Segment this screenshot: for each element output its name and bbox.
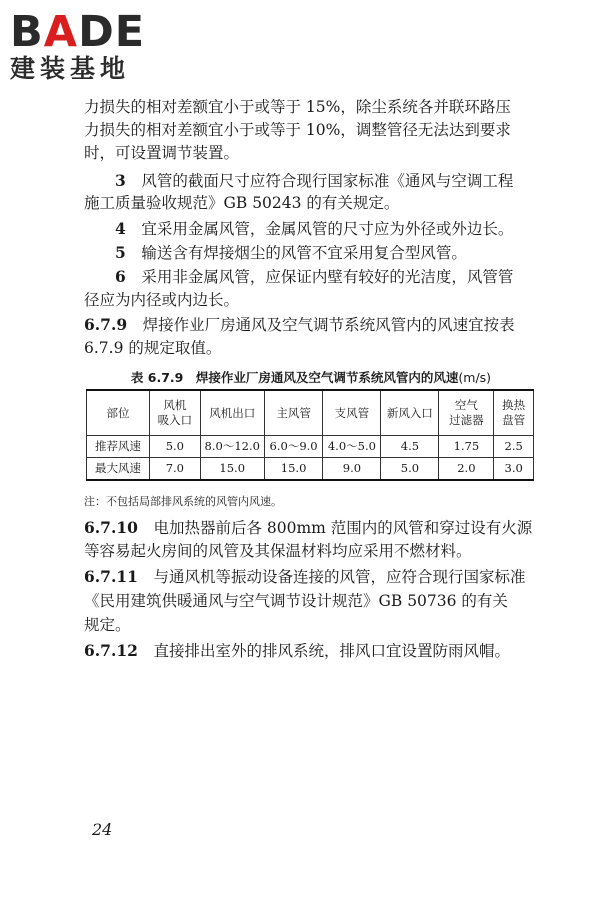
section-text: 电加热器前后各 800mm 范围内的风管和穿过设有火源 — [153, 519, 533, 537]
clause-item-3 — [84, 170, 565, 193]
item-number: 3 — [115, 171, 126, 190]
section-6-7-9 — [84, 314, 534, 337]
table-cell: 15.0 — [264, 458, 323, 481]
section-number: 6.7.12 — [84, 641, 138, 660]
row-label-cell: 最大风速 — [87, 458, 150, 481]
section-6-7-12 — [84, 640, 534, 663]
section-6-7-11 — [84, 566, 534, 589]
item-text: 采用非金属风管，应保证内壁有较好的光洁度，风管管 — [141, 268, 514, 286]
paragraph-line: 6.7.9 的规定取值。 — [84, 339, 222, 357]
paragraph-line: 时，可设置调节装置。 — [84, 144, 240, 162]
paragraph-line: 力损失的相对差额宜小于或等于 10%，调整管径无法达到要求 — [84, 121, 511, 139]
header-cell: 主风管 — [264, 390, 323, 436]
header-cell: 部位 — [87, 390, 150, 436]
clause-item-6 — [84, 266, 565, 289]
table-cell: 2.0 — [439, 458, 494, 481]
table-cell: 1.75 — [439, 436, 494, 458]
header-cell: 风机 吸入口 — [150, 390, 201, 436]
item-text: 风管的截面尺寸应符合现行国家标准《通风与空调工程 — [141, 172, 514, 190]
header-cell: 换热 盘管 — [494, 390, 534, 436]
table-caption-unit: (m/s) — [458, 370, 492, 385]
table-row — [87, 458, 534, 481]
item-number: 5 — [115, 243, 126, 262]
clause-item-5 — [84, 242, 565, 265]
table-cell: 7.0 — [150, 458, 201, 481]
table-caption — [86, 368, 536, 386]
table-caption-label: 表 6.7.9 — [130, 370, 184, 385]
section-number: 6.7.10 — [84, 518, 138, 537]
table-cell: 5.0 — [150, 436, 201, 458]
table-cell: 3.0 — [494, 458, 534, 481]
header-cell: 风机出口 — [200, 390, 264, 436]
item-number: 4 — [115, 219, 126, 238]
site-logo — [10, 7, 175, 88]
table-note: 注：不包括局部排风系统的风管内风速。 — [84, 495, 282, 508]
table-header-row — [87, 390, 534, 436]
item-number: 6 — [115, 267, 126, 286]
table-caption-title: 焊接作业厂房通风及空气调节系统风管内的风速 — [195, 370, 459, 385]
section-number: 6.7.11 — [84, 567, 138, 586]
paragraph-line: 施工质量验收规范》GB 50243 的有关规定。 — [84, 194, 400, 212]
section-number: 6.7.9 — [84, 315, 128, 334]
section-text: 直接排出室外的排风系统，排风口宜设置防雨风帽。 — [153, 642, 510, 660]
table-cell: 4.0～5.0 — [323, 436, 381, 458]
item-text: 宜采用金属风管，金属风管的尺寸应为外径或外边长。 — [141, 220, 514, 238]
section-6-7-10 — [84, 517, 534, 540]
paragraph-line: 径应为内径或内边长。 — [84, 291, 240, 309]
table-cell: 6.0～9.0 — [264, 436, 323, 458]
logo-wordmark: BADE — [10, 7, 146, 57]
paragraph-line: 力损失的相对差额宜小于或等于 15%，除尘系统各并联环路压 — [84, 98, 511, 116]
section-text: 焊接作业厂房通风及空气调节系统风管内的风速宜按表 — [142, 316, 515, 334]
clause-item-4 — [84, 218, 565, 241]
table-cell: 4.5 — [381, 436, 439, 458]
row-label-cell: 推荐风速 — [87, 436, 150, 458]
table-cell: 9.0 — [323, 458, 381, 481]
page-number: 24 — [92, 820, 113, 839]
paragraph-line: 等容易起火房间的风管及其保温材料均应采用不燃材料。 — [84, 542, 472, 560]
paragraph-line: 《民用建筑供暖通风与空气调节设计规范》GB 50736 的有关 — [84, 592, 508, 610]
paragraph-line: 规定。 — [84, 616, 131, 634]
header-cell: 新风入口 — [381, 390, 439, 436]
header-cell: 空气 过滤器 — [439, 390, 494, 436]
logo-subtitle: 建装基地 — [10, 54, 131, 83]
section-text: 与通风机等振动设备连接的风管，应符合现行国家标准 — [153, 568, 526, 586]
item-text: 输送含有焊接烟尘的风管不宜采用复合型风管。 — [141, 244, 467, 262]
table-cell: 2.5 — [494, 436, 534, 458]
table-cell: 15.0 — [200, 458, 264, 481]
header-cell: 支风管 — [323, 390, 381, 436]
table-cell: 5.0 — [381, 458, 439, 481]
table-cell: 8.0～12.0 — [200, 436, 264, 458]
velocity-table — [86, 389, 534, 481]
table-row — [87, 436, 534, 458]
